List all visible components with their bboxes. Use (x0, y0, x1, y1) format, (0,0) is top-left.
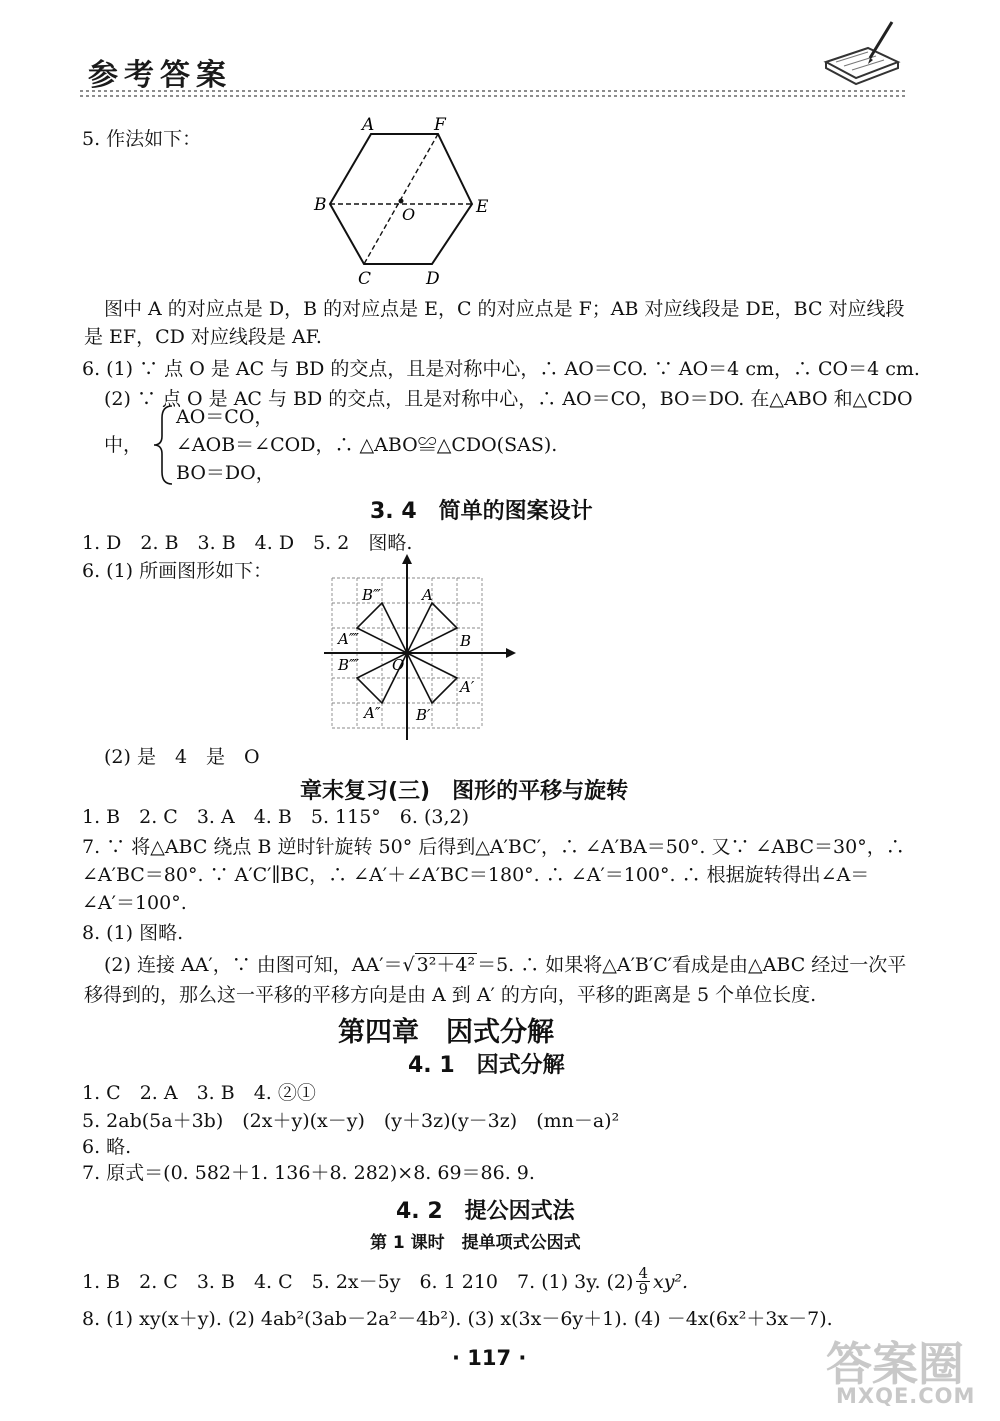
hex-label-c: C (358, 269, 372, 289)
review-q7-line-3: ∠A′＝100°. (82, 892, 187, 914)
section-3-4-answers: 1. D 2. B 3. B 4. D 5. 2 图略. (82, 532, 413, 554)
review-q8-text-a: (2) 连接 AA′，∵ 由图可知，AA′＝ (104, 954, 403, 976)
hex-label-o: O (402, 205, 416, 224)
hexagon-figure (300, 112, 500, 292)
grid-label-b1: B′ (416, 706, 431, 724)
section-4-2-subtitle: 第 1 课时 提单项式公因式 (370, 1233, 581, 1253)
chapter-4-title: 第四章 因式分解 (338, 1017, 554, 1048)
watermark-url: MXQE.COM (836, 1384, 976, 1408)
grid-label-b: B (460, 632, 472, 650)
rotation-grid-figure (320, 552, 520, 742)
hex-caption-line-2: 是 EF，CD 对应线段是 AF. (84, 326, 322, 348)
section-3-4-q6: 6. (1) 所画图形如下： (82, 560, 273, 582)
q6-part-2: (2) ∵ 点 O 是 AC 与 BD 的交点，且是对称中心，∴ AO＝CO，BO＝DO. 在△ABO 和△CDO (104, 388, 913, 410)
review-q7-line-1: 7. ∵ 将△ABC 绕点 B 逆时针旋转 50° 后得到△A′BC′，∴ ∠A′BA＝50°. 又∵ ∠ABC＝30°，∴ (82, 836, 905, 858)
section-4-1-title: 4. 1 因式分解 (408, 1053, 565, 1078)
grid-label-a: A (422, 586, 433, 604)
section-4-1-answer-5: 5. 2ab(5a＋3b) (2x＋y)(x－y) (y＋3z)(y－3z) (mn－a)² (82, 1110, 620, 1132)
page-number: · 117 · (452, 1346, 527, 1370)
left-brace (152, 404, 176, 486)
q6-system-line-1: AO＝CO， (176, 406, 274, 428)
review-q8-line-3: 移得到的，那么这一平移的平移方向是由 A 到 A′ 的方向，平移的距离是 5 个单位长度. (84, 984, 817, 1006)
section-3-4-title: 3. 4 简单的图案设计 (370, 499, 593, 524)
q5-label: 5. 作法如下： (82, 128, 202, 150)
fraction-4-9 (636, 1266, 650, 1297)
review-q8-text-b: ＝5. ∴ 如果将△A′B′C′看成是由△ABC 经过一次平 (477, 954, 907, 976)
hex-label-e: E (476, 197, 489, 217)
grid-label-a1: A′ (460, 678, 475, 696)
review-title: 章末复习(三) 图形的平移与旋转 (300, 779, 629, 804)
header-title: 参考答案 (88, 58, 232, 93)
section-4-2-answers-text: 1. B 2. C 3. B 4. C 5. 2x－5y 6. 1 210 7. (1) 3y. (2) (82, 1270, 634, 1293)
section-4-1-answer-7: 7. 原式＝(0. 582＋1. 136＋8. 282)×8. 69＝86. 9. (82, 1162, 535, 1184)
grid-label-a2: A″ (364, 704, 381, 722)
section-4-2-title: 4. 2 提公因式法 (396, 1199, 575, 1224)
section-4-2-answer-8: 8. (1) xy(x＋y). (2) 4ab²(3ab－2a²－4b²). (3) x(3x－6y＋1). (4) －4x(6x²＋3x－7). (82, 1308, 833, 1330)
hex-label-a: A (362, 115, 375, 135)
fraction-denominator: 9 (638, 1280, 648, 1298)
section-3-4-q6-part-2: (2) 是 4 是 O (104, 746, 260, 768)
review-answers: 1. B 2. C 3. A 4. B 5. 115° 6. (3,2) (82, 806, 469, 828)
section-4-1-answers-1: 1. C 2. A 3. B 4. ②① (82, 1082, 316, 1104)
sqrt-radicand: 3²＋4² (416, 954, 476, 976)
grid-label-a4: A⁗ (338, 630, 359, 648)
review-q8-line-2 (104, 952, 906, 978)
q6-part-1: 6. (1) ∵ 点 O 是 AC 与 BD 的交点，且是对称中心，∴ AO＝CO. ∵ AO＝4 cm，∴ CO＝4 cm. (82, 358, 920, 380)
hex-label-f: F (434, 115, 446, 135)
hex-label-b: B (314, 195, 327, 215)
header-rule (80, 88, 906, 98)
watermark-logo: 答案圈 (826, 1337, 964, 1391)
grid-label-b4: B⁗ (338, 656, 359, 674)
q6-zhong: 中， (104, 434, 143, 456)
fraction-numerator: 4 (638, 1264, 648, 1282)
review-q8-line-1: 8. (1) 图略. (82, 922, 184, 944)
q6-system-line-2: ∠AOB＝∠COD，∴ △ABO≌△CDO(SAS). (176, 434, 558, 456)
notebook-pen-icon (822, 18, 902, 88)
section-4-2-answers-tail: xy². (652, 1270, 689, 1293)
q6-system-line-3: BO＝DO， (176, 462, 275, 484)
grid-label-b3: B‴ (362, 586, 381, 604)
hex-caption-line-1: 图中 A 的对应点是 D，B 的对应点是 E，C 的对应点是 F；AB 对应线段是 DE，BC 对应线段 (104, 298, 905, 320)
hex-label-d: D (426, 269, 440, 289)
review-q7-line-2: ∠A′BC＝80°. ∵ A′C′∥BC，∴ ∠A′＋∠A′BC＝180°. ∴ ∠A′＝100°. ∴ 根据旋转得出∠A＝ (82, 864, 870, 886)
section-4-2-answers (82, 1266, 688, 1297)
sqrt-sign: √ (402, 954, 415, 976)
section-4-1-answer-6: 6. 略. (82, 1136, 132, 1158)
grid-label-o: O (392, 656, 405, 674)
